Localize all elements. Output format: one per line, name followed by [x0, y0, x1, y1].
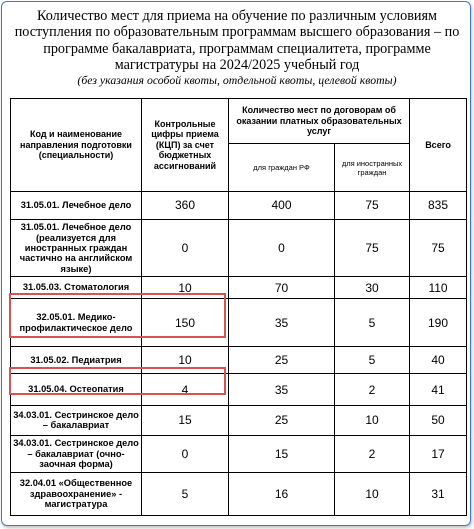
total-cell: 50	[410, 405, 467, 435]
paid-rf-cell: 15	[229, 436, 335, 473]
program-name-cell: 32.05.01. Медико-профилактическое дело	[11, 298, 142, 347]
program-name-cell: 34.03.01. Сестринское дело – бакалавриат	[11, 405, 142, 435]
program-name-cell: 34.03.01. Сестринское дело – бакалавриат (очно-заочная форма)	[11, 436, 142, 473]
paid-rf-cell: 70	[229, 277, 335, 299]
program-name-cell: 31.05.04. Остеопатия	[11, 374, 142, 405]
kcp-cell: 15	[142, 405, 229, 435]
table-row	[11, 219, 467, 276]
program-name-cell: 31.05.02. Педиатрия	[11, 347, 142, 374]
paid-foreign-cell: 75	[335, 191, 410, 219]
paid-rf-cell: 0	[229, 219, 335, 276]
kcp-cell: 10	[142, 347, 229, 374]
total-cell: 75	[410, 219, 467, 276]
paid-foreign-cell: 10	[335, 405, 410, 435]
total-cell: 31	[410, 472, 467, 515]
paid-foreign-cell: 30	[335, 277, 410, 299]
header-paid: Количество мест по договорам об оказании платных образовательных услуг	[229, 99, 410, 144]
paid-rf-cell: 35	[229, 374, 335, 405]
total-cell: 17	[410, 436, 467, 473]
paid-foreign-cell: 10	[335, 472, 410, 515]
paid-foreign-cell: 5	[335, 347, 410, 374]
paid-rf-cell: 25	[229, 347, 335, 374]
paid-rf-cell: 35	[229, 298, 335, 347]
header-row	[11, 99, 467, 144]
paid-foreign-cell: 2	[335, 436, 410, 473]
kcp-cell: 0	[142, 219, 229, 276]
header-paid-foreign: для иностранных граждан	[335, 144, 410, 192]
header-paid-rf: для граждан РФ	[229, 144, 335, 192]
table-row	[11, 436, 467, 473]
table-row	[11, 347, 467, 374]
total-cell: 190	[410, 298, 467, 347]
table-row	[11, 298, 467, 347]
kcp-cell: 10	[142, 277, 229, 299]
table-row	[11, 374, 467, 405]
table-row	[11, 405, 467, 435]
document-subtitle: (без указания особой квоты, отдельной квоты, целевой квоты)	[77, 73, 397, 87]
total-cell: 835	[410, 191, 467, 219]
header-kcp: Контрольные цифры приема (КЦП) за счет бюджетных ассигнований	[142, 99, 229, 192]
kcp-cell: 150	[142, 298, 229, 347]
paid-rf-cell: 400	[229, 191, 335, 219]
table-row	[11, 472, 467, 515]
kcp-cell: 0	[142, 436, 229, 473]
paid-foreign-cell: 75	[335, 219, 410, 276]
total-cell: 41	[410, 374, 467, 405]
paid-foreign-cell: 5	[335, 298, 410, 347]
kcp-cell: 360	[142, 191, 229, 219]
paid-rf-cell: 16	[229, 472, 335, 515]
paid-foreign-cell: 2	[335, 374, 410, 405]
paid-rf-cell: 25	[229, 405, 335, 435]
header-program: Код и наименование направления подготовки (специальности)	[11, 99, 142, 192]
kcp-cell: 5	[142, 472, 229, 515]
document-title: Количество мест для приема на обучение по различным условиям поступления по образовательным программам высшего образования – по программе бакалавриата, программам специалитета, программе магистратуры на 2024/2025 учебный год	[14, 8, 460, 73]
program-name-cell: 32.04.01 «Общественное здравоохранение» - магистратура	[11, 472, 142, 515]
header-total: Всего	[410, 99, 467, 192]
program-name-cell: 31.05.01. Лечебное дело (реализуется для иностранных граждан частично на английском языке)	[11, 219, 142, 276]
kcp-cell: 4	[142, 374, 229, 405]
total-cell: 40	[410, 347, 467, 374]
admission-table	[10, 98, 467, 516]
table-row	[11, 277, 467, 299]
total-cell: 110	[410, 277, 467, 299]
table-row	[11, 191, 467, 219]
program-name-cell: 31.05.03. Стоматология	[11, 277, 142, 299]
program-name-cell: 31.05.01. Лечебное дело	[11, 191, 142, 219]
